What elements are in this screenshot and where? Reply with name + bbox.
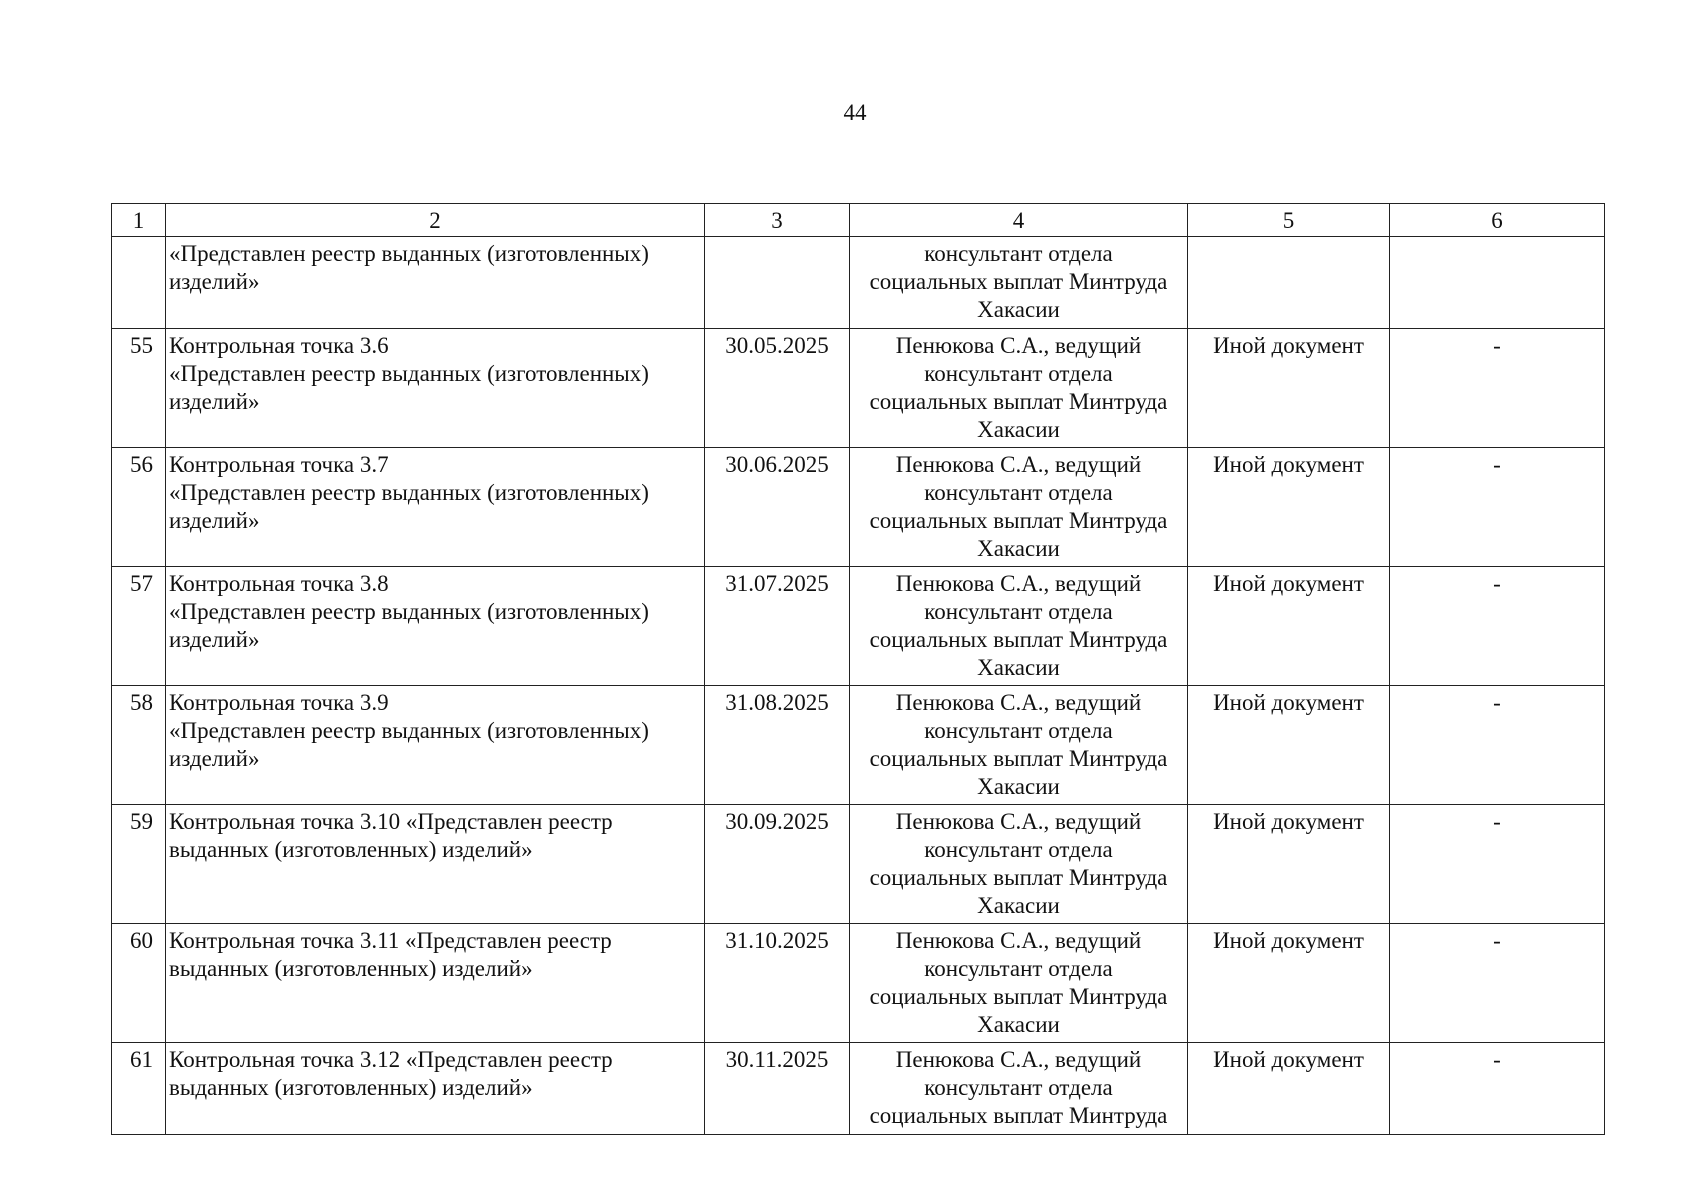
responsible-line: социальных выплат Минтруда [869,508,1168,533]
table-row [112,1043,1605,1135]
due-date: 30.11.2025 [705,1043,850,1135]
due-date: 31.07.2025 [705,567,850,686]
header-cell-3: 3 [705,204,850,237]
table-row [112,329,1605,448]
row-number: 61 [112,1043,166,1135]
responsible-line: Хакасии [977,1012,1060,1037]
table-row [112,686,1605,805]
name-line: изделий» [169,627,260,652]
document-type: Иной документ [1188,448,1390,567]
due-date: 31.08.2025 [705,686,850,805]
extra-info [1390,237,1605,329]
document-type [1188,237,1390,329]
header-cell-6: 6 [1390,204,1605,237]
document-type: Иной документ [1188,924,1390,1043]
responsible-person [850,448,1188,567]
row-number: 58 [112,686,166,805]
extra-info: - [1390,686,1605,805]
control-point-name [166,567,705,686]
extra-info: - [1390,924,1605,1043]
table-row [112,924,1605,1043]
responsible-line: консультант отдела [924,1075,1113,1100]
name-line: изделий» [169,269,260,294]
name-line: Контрольная точка 3.11 «Представлен реестр [169,928,612,953]
responsible-person [850,567,1188,686]
responsible-line: Пенюкова С.А., ведущий [895,690,1142,715]
control-point-name [166,805,705,924]
due-date: 30.09.2025 [705,805,850,924]
responsible-line: Пенюкова С.А., ведущий [895,571,1142,596]
responsible-line: консультант отдела [924,480,1113,505]
row-number: 60 [112,924,166,1043]
name-line: Контрольная точка 3.6 [169,333,389,358]
responsible-line: Хакасии [977,893,1060,918]
name-line: изделий» [169,746,260,771]
table-row [112,448,1605,567]
responsible-line: социальных выплат Минтруда [869,746,1168,771]
responsible-line: социальных выплат Минтруда [869,984,1168,1009]
responsible-line: Хакасии [977,417,1060,442]
responsible-line: Пенюкова С.А., ведущий [895,452,1142,477]
header-cell-1: 1 [112,204,166,237]
responsible-person [850,924,1188,1043]
row-number: 59 [112,805,166,924]
responsible-line: Хакасии [977,536,1060,561]
row-number: 57 [112,567,166,686]
name-line: Контрольная точка 3.8 [169,571,389,596]
due-date: 30.05.2025 [705,329,850,448]
name-line: выданных (изготовленных) изделий» [169,1075,533,1100]
responsible-line: социальных выплат Минтруда [869,627,1168,652]
due-date [705,237,850,329]
control-point-name [166,924,705,1043]
control-point-name [166,237,705,329]
document-type: Иной документ [1188,1043,1390,1135]
responsible-line: Пенюкова С.А., ведущий [895,809,1142,834]
responsible-line: консультант отдела [924,956,1113,981]
responsible-line: консультант отдела [924,599,1113,624]
responsible-line: социальных выплат Минтруда [869,1103,1168,1128]
responsible-person [850,805,1188,924]
responsible-line: Хакасии [977,655,1060,680]
name-line: «Представлен реестр выданных (изготовленных) [169,599,649,624]
document-type: Иной документ [1188,805,1390,924]
page-number: 44 [843,100,867,125]
responsible-line: социальных выплат Минтруда [869,865,1168,890]
extra-info: - [1390,567,1605,686]
due-date: 31.10.2025 [705,924,850,1043]
table-row [112,567,1605,686]
responsible-line: социальных выплат Минтруда [869,269,1168,294]
extra-info: - [1390,329,1605,448]
document-type: Иной документ [1188,329,1390,448]
name-line: Контрольная точка 3.7 [169,452,389,477]
name-line: «Представлен реестр выданных (изготовленных) [169,361,649,386]
control-point-name [166,1043,705,1135]
row-number: 55 [112,329,166,448]
continuation-row [112,237,1605,329]
responsible-line: консультант отдела [924,241,1113,266]
responsible-line: Пенюкова С.А., ведущий [895,1047,1142,1072]
extra-info: - [1390,448,1605,567]
header-cell-2: 2 [166,204,705,237]
extra-info: - [1390,1043,1605,1135]
responsible-line: консультант отдела [924,718,1113,743]
responsible-person [850,237,1188,329]
control-points-table [111,203,1605,1135]
name-line: Контрольная точка 3.9 [169,690,389,715]
document-type: Иной документ [1188,567,1390,686]
control-point-name [166,329,705,448]
document-type: Иной документ [1188,686,1390,805]
responsible-line: социальных выплат Минтруда [869,389,1168,414]
responsible-line: Пенюкова С.А., ведущий [895,928,1142,953]
name-line: Контрольная точка 3.12 «Представлен реестр [169,1047,613,1072]
due-date: 30.06.2025 [705,448,850,567]
responsible-person [850,329,1188,448]
header-row [112,204,1605,237]
row-number: 56 [112,448,166,567]
name-line: изделий» [169,508,260,533]
name-line: «Представлен реестр выданных (изготовленных) [169,718,649,743]
name-line: выданных (изготовленных) изделий» [169,837,533,862]
name-line: выданных (изготовленных) изделий» [169,956,533,981]
row-number [112,237,166,329]
responsible-line: консультант отдела [924,361,1113,386]
name-line: Контрольная точка 3.10 «Представлен реестр [169,809,613,834]
control-point-name [166,686,705,805]
name-line: «Представлен реестр выданных (изготовленных) [169,241,649,266]
responsible-line: Хакасии [977,774,1060,799]
responsible-line: консультант отдела [924,837,1113,862]
name-line: «Представлен реестр выданных (изготовленных) [169,480,649,505]
responsible-line: Пенюкова С.А., ведущий [895,333,1142,358]
responsible-line: Хакасии [977,297,1060,322]
responsible-person [850,686,1188,805]
control-point-name [166,448,705,567]
header-cell-5: 5 [1188,204,1390,237]
extra-info: - [1390,805,1605,924]
header-cell-4: 4 [850,204,1188,237]
responsible-person [850,1043,1188,1135]
table-row [112,805,1605,924]
name-line: изделий» [169,389,260,414]
